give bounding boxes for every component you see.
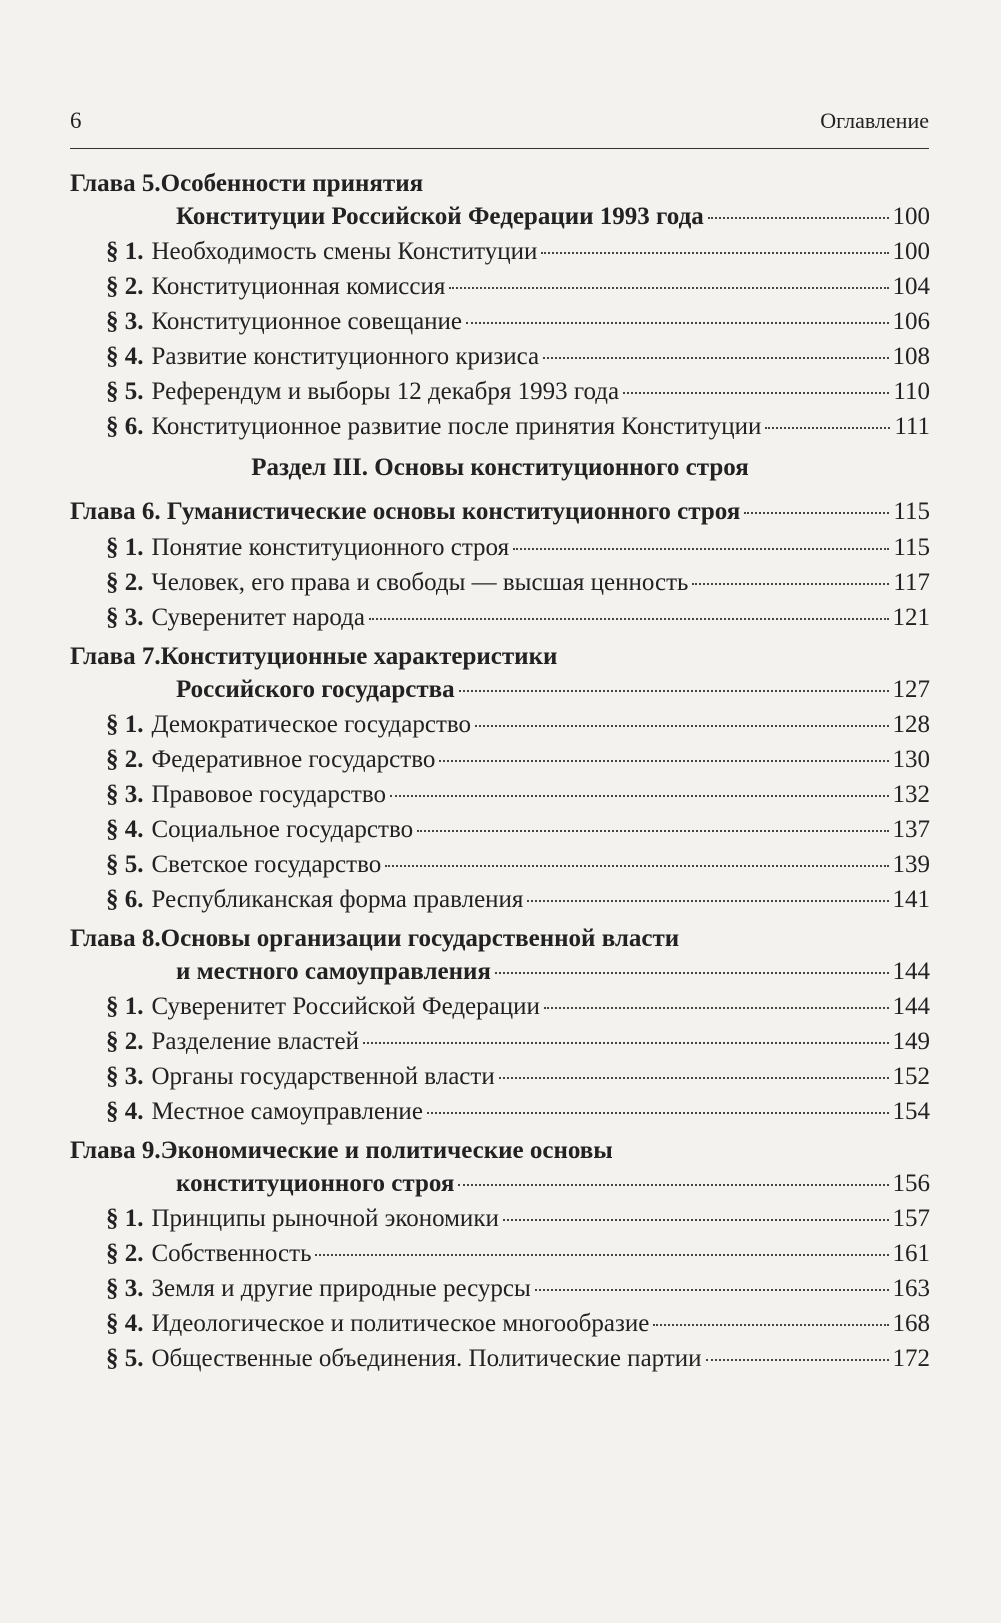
dot-leader — [439, 760, 888, 762]
chapter-line — [70, 168, 930, 200]
entry-title: Правовое государство — [151, 781, 386, 808]
page-ref: 108 — [892, 343, 930, 370]
paragraph-number: § 1. — [106, 711, 144, 738]
toc-entry — [70, 530, 930, 565]
page-ref: 121 — [892, 604, 930, 631]
chapter-line — [70, 1135, 930, 1167]
paragraph-number: § 1. — [106, 993, 144, 1020]
page-ref: 149 — [892, 1028, 930, 1055]
dot-leader — [543, 357, 888, 359]
header-rule — [70, 148, 929, 149]
dot-leader — [459, 690, 889, 692]
dot-leader — [744, 512, 889, 514]
paragraph-number: § 3. — [106, 781, 144, 808]
entry-title: Конституционное совещание — [151, 308, 463, 335]
dot-leader — [653, 1324, 888, 1326]
chapter-entry — [70, 168, 930, 234]
page-ref: 163 — [892, 1275, 930, 1302]
dot-leader — [499, 1077, 889, 1079]
dot-leader — [513, 548, 889, 550]
dot-leader — [495, 972, 889, 974]
entry-title: Собственность — [151, 1240, 312, 1267]
section-heading: Раздел III. Основы конституционного строя — [251, 454, 749, 481]
page-ref: 154 — [892, 1098, 930, 1125]
page-ref: 152 — [892, 1063, 930, 1090]
toc-entry — [70, 1059, 930, 1094]
dot-leader — [417, 830, 888, 832]
paragraph-number: § 3. — [106, 1275, 144, 1302]
chapter-title-cont: и местного самоуправления — [176, 958, 491, 985]
entry-title: Демократическое государство — [151, 711, 472, 738]
page-ref: 110 — [893, 378, 930, 405]
chapter-title-cont: Российского государства — [176, 676, 455, 703]
toc-entry — [70, 374, 930, 409]
paragraph-number: § 6. — [106, 886, 144, 913]
chapter-line — [70, 673, 930, 707]
page-ref: 157 — [892, 1205, 930, 1232]
toc-entry — [70, 1271, 930, 1306]
page-ref: 106 — [892, 308, 930, 335]
entry-title: Суверенитет народа — [151, 604, 365, 631]
entry-title: Общественные объединения. Политические партии — [151, 1345, 702, 1372]
chapter-title: Конституционные характеристики — [160, 643, 558, 670]
entry-title: Принципы рыночной экономики — [151, 1205, 499, 1232]
entry-title: Разделение властей — [151, 1028, 359, 1055]
dot-leader — [765, 427, 890, 429]
page-ref: 132 — [892, 781, 930, 808]
chapter-entry — [70, 496, 930, 530]
page-ref: 141 — [892, 886, 930, 913]
dot-leader — [503, 1219, 889, 1221]
page-number: 6 — [70, 108, 82, 133]
entry-title: Конституционная комиссия — [151, 273, 446, 300]
entry-title: Необходимость смены Конституции — [151, 238, 538, 265]
paragraph-number: § 5. — [106, 378, 144, 405]
dot-leader — [427, 1112, 889, 1114]
paragraph-number: § 1. — [106, 1205, 144, 1232]
page-ref: 161 — [892, 1240, 930, 1267]
paragraph-number: § 2. — [106, 1240, 144, 1267]
page-ref: 156 — [892, 1170, 930, 1197]
page-ref: 127 — [892, 676, 930, 703]
chapter-title: Экономические и политические основы — [160, 1137, 613, 1164]
dot-leader — [369, 618, 889, 620]
page-ref: 130 — [892, 746, 930, 773]
paragraph-number: § 4. — [106, 1098, 144, 1125]
chapter-title: Основы организации государственной власти — [160, 925, 680, 952]
toc-entry — [70, 847, 930, 882]
toc-entry — [70, 1094, 930, 1129]
entry-title: Понятие конституционного строя — [151, 534, 510, 561]
page-ref: 137 — [892, 816, 930, 843]
paragraph-number: § 2. — [106, 569, 144, 596]
dot-leader — [449, 287, 888, 289]
chapter-title: Гуманистические основы конституционного строя — [166, 498, 741, 525]
chapter-line — [70, 955, 930, 989]
chapter-title: Особенности принятия — [160, 170, 424, 197]
toc-entry — [70, 234, 930, 269]
page-ref: 100 — [892, 203, 930, 230]
page-ref: 128 — [892, 711, 930, 738]
dot-leader — [458, 1184, 888, 1186]
chapter-line — [70, 496, 930, 530]
chapter-label: Глава 5. — [70, 170, 161, 197]
entry-title: Федеративное государство — [151, 746, 436, 773]
toc-entry — [70, 1306, 930, 1341]
paragraph-number: § 4. — [106, 816, 144, 843]
toc-entry — [70, 269, 930, 304]
entry-title: Конституционное развитие после принятия Конституции — [151, 413, 762, 440]
entry-title: Суверенитет Российской Федерации — [151, 993, 540, 1020]
toc-entry — [70, 304, 930, 339]
running-title: Оглавление — [820, 108, 929, 133]
paragraph-number: § 3. — [106, 604, 144, 631]
chapter-label: Глава 8. — [70, 925, 161, 952]
chapter-title-cont: конституционного строя — [176, 1170, 455, 1197]
paragraph-number: § 3. — [106, 308, 144, 335]
paragraph-number: § 3. — [106, 1063, 144, 1090]
entry-title: Человек, его права и свободы — высшая ценность — [151, 569, 689, 596]
paragraph-number: § 1. — [106, 534, 144, 561]
paragraph-number: § 6. — [106, 413, 144, 440]
dot-leader — [692, 583, 889, 585]
chapter-line — [70, 641, 930, 673]
page-ref: 168 — [892, 1310, 930, 1337]
page-ref: 139 — [892, 851, 930, 878]
entry-title: Референдум и выборы 12 декабря 1993 года — [151, 378, 620, 405]
entry-title: Идеологическое и политическое многообразие — [151, 1310, 650, 1337]
dot-leader — [544, 1007, 889, 1009]
dot-leader — [385, 865, 888, 867]
chapter-line — [70, 923, 930, 955]
paragraph-number: § 4. — [106, 343, 144, 370]
toc-entry — [70, 1236, 930, 1271]
chapter-label: Глава 7. — [70, 643, 161, 670]
page-ref: 100 — [892, 238, 930, 265]
toc-entry — [70, 600, 930, 635]
dot-leader — [315, 1254, 888, 1256]
dot-leader — [363, 1042, 889, 1044]
toc-entry — [70, 989, 930, 1024]
table-of-contents — [70, 162, 930, 1376]
paragraph-number: § 2. — [106, 746, 144, 773]
toc-entry — [70, 777, 930, 812]
chapter-title-cont: Конституции Российской Федерации 1993 года — [176, 203, 704, 230]
entry-title: Республиканская форма правления — [151, 886, 524, 913]
dot-leader — [527, 900, 888, 902]
entry-title: Органы государственной власти — [151, 1063, 495, 1090]
entry-title: Местное самоуправление — [151, 1098, 423, 1125]
dot-leader — [535, 1289, 889, 1291]
page-ref: 117 — [893, 569, 930, 596]
entry-title: Земля и другие природные ресурсы — [151, 1275, 531, 1302]
toc-entry — [70, 339, 930, 374]
paragraph-number: § 2. — [106, 273, 144, 300]
dot-leader — [623, 392, 889, 394]
page-ref: 144 — [892, 958, 930, 985]
toc-entry — [70, 742, 930, 777]
dot-leader — [475, 725, 888, 727]
toc-entry — [70, 1024, 930, 1059]
page-ref: 115 — [893, 534, 930, 561]
dot-leader — [708, 217, 889, 219]
toc-entry — [70, 812, 930, 847]
page-header — [70, 108, 929, 140]
paragraph-number: § 2. — [106, 1028, 144, 1055]
chapter-entry — [70, 1135, 930, 1201]
paragraph-number: § 4. — [106, 1310, 144, 1337]
paragraph-number: § 5. — [106, 851, 144, 878]
toc-entry — [70, 707, 930, 742]
page-ref: 111 — [894, 413, 930, 440]
dot-leader — [706, 1359, 889, 1361]
chapter-entry — [70, 923, 930, 989]
chapter-label: Глава 6. — [70, 498, 161, 525]
toc-entry — [70, 409, 930, 444]
entry-title: Светское государство — [151, 851, 382, 878]
paragraph-number: § 1. — [106, 238, 144, 265]
page-ref: 104 — [892, 273, 930, 300]
toc-entry — [70, 882, 930, 917]
entry-title: Социальное государство — [151, 816, 414, 843]
paragraph-number: § 5. — [106, 1345, 144, 1372]
toc-entry — [70, 1201, 930, 1236]
chapter-line — [70, 1167, 930, 1201]
page-ref: 115 — [893, 498, 930, 525]
chapter-label: Глава 9. — [70, 1137, 161, 1164]
dot-leader — [466, 322, 888, 324]
dot-leader — [541, 252, 888, 254]
chapter-entry — [70, 641, 930, 707]
dot-leader — [390, 795, 889, 797]
toc-entry — [70, 565, 930, 600]
entry-title: Развитие конституционного кризиса — [151, 343, 540, 370]
chapter-line — [70, 200, 930, 234]
page-ref: 172 — [892, 1345, 930, 1372]
page-ref: 144 — [892, 993, 930, 1020]
toc-entry — [70, 1341, 930, 1376]
